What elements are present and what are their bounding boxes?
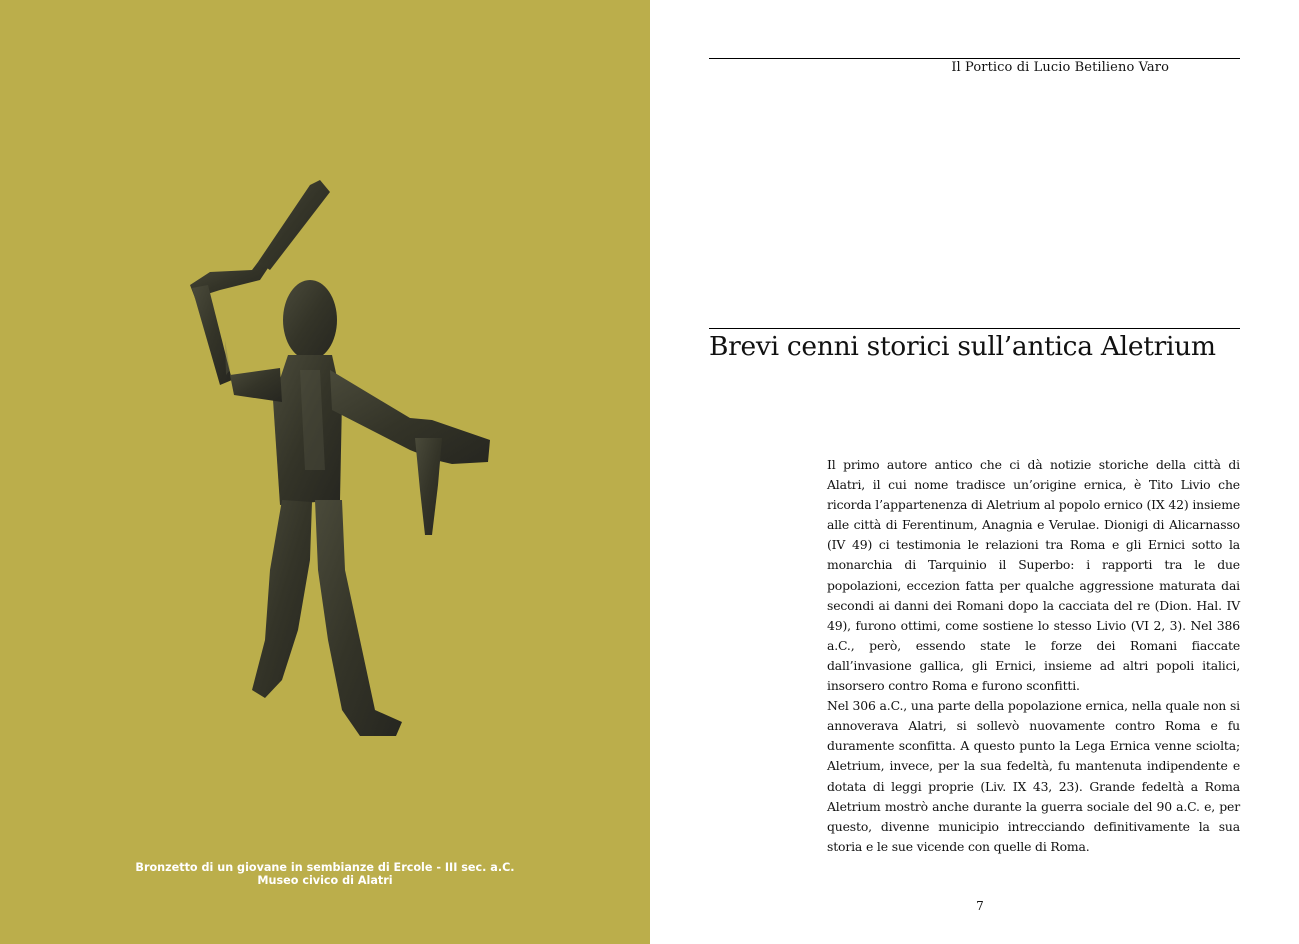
running-head-rule [709, 58, 1240, 59]
paragraph-2: Nel 306 a.C., una parte della popolazione ernica, nella quale non si annoverava Alatri, si sollevò nuovamente contro Roma e fu duramente sconfitta. A questo punto la Lega Ernica venne sciolta; Aletrium, invece, per la sua fedeltà, fu mantenuta indipendente e dotata di leggi proprie (Liv. IX 43, 23). Grande fedeltà a Roma Aletrium mostrò anche durante la guerra sociale del 90 a.C. e, per questo, divenne municipio intrecciando definitivamente la sua storia e le sue vicende con quelle di Roma. [827, 698, 1240, 854]
right-page [650, 0, 1299, 944]
bronze-statuette-image [170, 170, 510, 750]
caption-line-museum: Museo civico di Alatri [257, 874, 393, 887]
caption-line-title: Bronzetto di un giovane in sembianze di Ercole - III sec. a.C. [135, 861, 515, 874]
figure-caption [120, 861, 530, 887]
title-rule [709, 328, 1240, 329]
page-number: 7 [976, 899, 984, 913]
chapter-title: Brevi cenni storici sull’antica Aletrium [709, 331, 1216, 362]
paragraph-1: Il primo autore antico che ci dà notizie storiche della città di Alatri, il cui nome tradisce un’origine ernica, è Tito Livio che ricorda l’appartenenza di Aletrium al popolo ernico (IX 42) insieme alle città di Ferentinum, Anagnia e Verulae. Dionigi di Alicarnasso (IV 49) ci testimonia le relazioni tra Roma e gli Ernici sotto la monarchia di Tarquinio il Superbo: i rapporti tra le due popolazioni, eccezion fatta per qualche aggressione maturata dai secondi ai danni dei Romani dopo la cacciata del re (Dion. Hal. IV 49), furono ottimi, come sostiene lo stesso Livio (VI 2, 3). Nel 386 a.C., però, essendo state le forze dei Romani fiaccate dall’invasione gallica, gli Ernici, insieme ad altri popoli italici, insorsero contro Roma e furono sconfitti. [827, 457, 1240, 694]
running-head: Il Portico di Lucio Betilieno Varo [951, 60, 1169, 75]
body-text [827, 455, 1240, 857]
